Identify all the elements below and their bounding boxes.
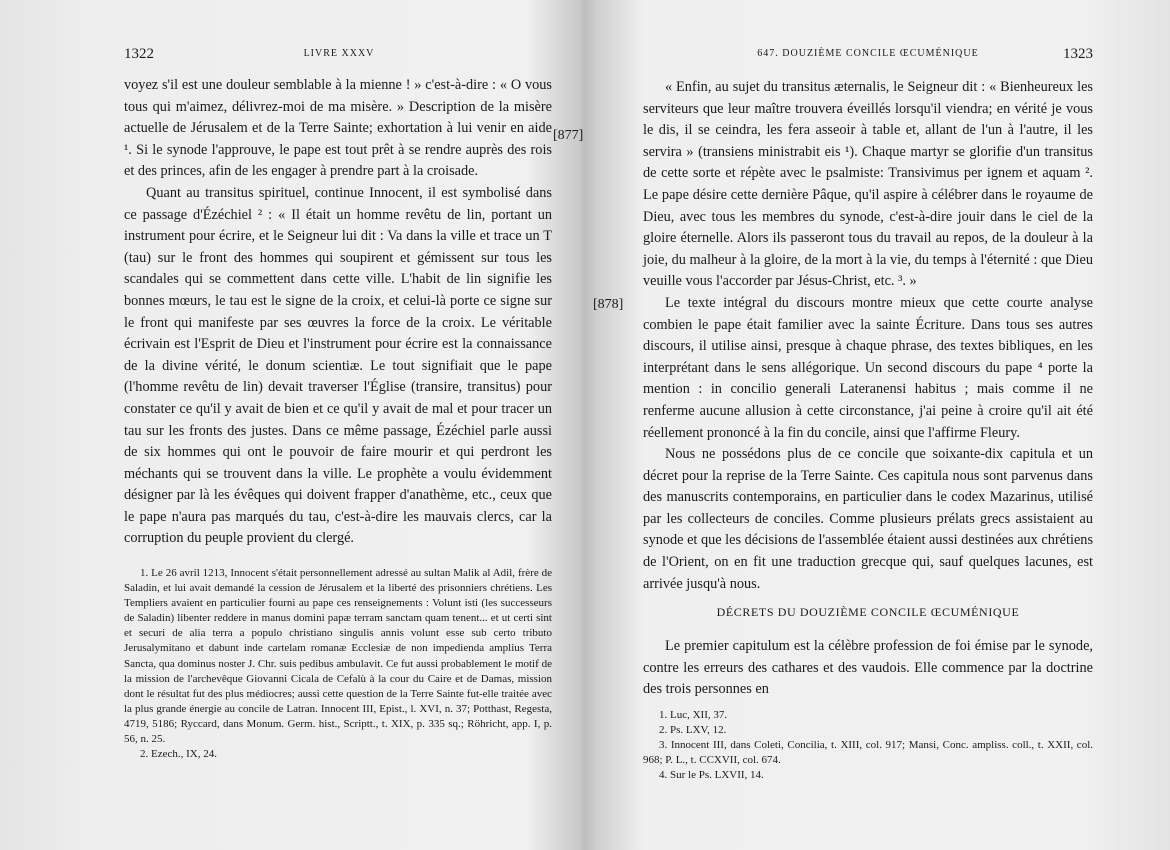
paragraph: Le premier capitulum est la célèbre profession de foi émise par le synode, contre les erreurs des cathares et des vaudois. Elle commence par la doctrine des trois personnes en bbox=[643, 638, 1093, 698]
left-footnotes bbox=[124, 566, 552, 762]
margin-note: [878] bbox=[593, 297, 624, 312]
right-body-text bbox=[643, 77, 1093, 595]
paragraph: Quant au transitus spirituel, continue Innocent, il est symbolisé dans ce passage d'Ézéchiel ² : « Il était un homme revêtu de lin, portant un instrument pour écrire, et le Seigneur lui dit : Va dans la ville et trace un T (tau) sur le front des hommes qui soupirent et gémissent sur tous les scandales qui se commettent dans cette ville. L'habit de lin signifie les bonnes mœurs, le tau est le signe de la croix, et celui-là porte ce signe sur le front qui manifeste par ses œuvres la force de la croix. Le véritable écrivain est l'Esprit de Dieu et l'instrument pour écrire est la connaissance de la divine vérité, le donum scientiæ. Le tout signifiait que le pape (l'homme revêtu de lin) devait traverser l'Église (transire, transitus) pour constater ce qu'il y avait de bien et ce qu'il y avait de mal et pour tracer un tau sur les fronts des justes. Dans ce même passage, Ézéchiel parle aussi de six hommes qui ont le pouvoir de faire mourir et qui perdront les méchants qui se trouvent dans la ville. Le prophète a voulu évidemment désigner par là les évêques qui doivent frapper d'anathème, etc., ceux que le pape n'aura pas marqués du tau, c'est-à-dire les mauvais clercs, car la corruption du peuple provient du clergé. bbox=[124, 184, 552, 547]
footnote: 2. Ezech., IX, 24. bbox=[140, 748, 217, 761]
footnote: 1. Le 26 avril 1213, Innocent s'était personnellement adressé au sultan Malik al Adil, frère de Saladin, et lui avait demandé la cession de Jérusalem et la liberté des prisonniers chrétiens. Les Templiers avaient en particulier fourni au pape ces renseignements : Volunt isti (les successeurs de Saladin) libenter reddere in manus domini papæ terram sanctam quam tenent... et ut certi sint et securi de alia terra a populo christiano singulis annis volunt esse sub certo tributo Jerusalymitano et dabunt inde cartelam romanæ Ecclesiæ de non impedienda amplius Terra Sancta, qua dominus noster J. Chr. suis pedibus ambulavit. Ce fut aussi probablement le motif de la mission de l'archevêque Giovanni Cicala de Cefalù à la cour du Caire et de Damas, mission dont le résultat fut des plus médiocres; aussi cette question de la Terre Sainte fut-elle traitée avec la plus grande énergie au concile de Latran. Innocent III, Epist., l. XVI, n. 37; Potthast, Regesta, 4719, 5186; Ryccard, dans Monum. Germ. hist., Scriptt., t. XIX, p. 335 sq.; Röhricht, app. I, p. 56, n. 25. bbox=[124, 567, 552, 746]
footnote: 1. Luc, XII, 37. bbox=[659, 709, 728, 721]
footnote: 4. Sur le Ps. LXVII, 14. bbox=[659, 769, 764, 782]
running-head: 647. DOUZIÈME CONCILE ŒCUMÉNIQUE bbox=[757, 48, 979, 59]
footnote: 2. Ps. LXV, 12. bbox=[659, 724, 727, 737]
paragraph: « Enfin, au sujet du transitus æternalis, le Seigneur dit : « Bienheureux les serviteurs que leur maître trouvera éveillés lorsqu'il viendra; en vérité je vous le dis, il se ceindra, les fera asseoir à table et, allant de l'un à l'autre, il les servira » (transiens ministrabit eis ¹). Chaque martyr se glorifie d'un transitus de cette sorte et répète avec le psalmiste: Transivimus per ignem et aquam ². Le pape désire cette dernière Pâque, qu'il aspire à célébrer dans le royaume de Dieu, avec tous les membres du synode, c'est-à-dire jouir dans le ciel de la gloire éternelle. Alors ils passeront tous du travail au repos, de la douleur à la joie, du malheur à la gloire, de la mort à la vie, du temps à l'éternité : que Dieu veuille vous l'accorder par Jésus-Christ, etc. ³. » bbox=[643, 79, 1093, 290]
margin-note: [877] bbox=[553, 128, 584, 143]
section-body bbox=[643, 636, 1093, 701]
running-head: LIVRE XXXV bbox=[303, 48, 375, 59]
left-body-text bbox=[124, 75, 552, 550]
page-number: 1322 bbox=[124, 46, 154, 62]
page-number: 1323 bbox=[1063, 46, 1093, 62]
paragraph: voyez s'il est une douleur semblable à la mienne ! » c'est-à-dire : « O vous tous qui m'aimez, délivrez-moi de ma misère. » Description de la misère actuelle de Jérusalem et de la Terre Sainte; exhortation à lui venir en aide ¹. Si le synode l'approuve, le pape est tout prêt à se rendre auprès des rois et des princes, afin de les engager à prendre part à la croisade. bbox=[124, 77, 552, 180]
section-title: DÉCRETS DU DOUZIÈME CONCILE ŒCUMÉNIQUE bbox=[716, 605, 1020, 619]
footnote: 3. Innocent III, dans Coleti, Concilia, t. XIII, col. 917; Mansi, Conc. ampliss. coll., t. XXII, col. 968; P. L., t. CCXVII, col. 674. bbox=[643, 739, 1093, 767]
right-footnotes bbox=[643, 708, 1093, 783]
paragraph: Le texte intégral du discours montre mieux que cette courte analyse combien le pape était familier avec la sainte Écriture. Dans tous ses autres discours, il utilise ainsi, presque à chaque phrase, des textes bibliques, en les interprétant dans le sens allégorique. Un second discours du pape ⁴ porte la mention : in concilio generali Lateranensi habitus ; mais comme il ne renferme aucune allusion à cette circonstance, j'ai peine à croire qu'il ait été réellement prononcé à la fin du concile, ainsi que l'affirme Fleury. bbox=[643, 294, 1093, 441]
right-page bbox=[585, 0, 1170, 850]
paragraph: Nous ne possédons plus de ce concile que soixante-dix capitula et un décret pour la reprise de la Terre Sainte. Ces capitula nous sont parvenus dans des manuscrits contemporains, en particulier dans le codex Mazarinus, utilisé par les collecteurs de conciles. Comme plusieurs prélats grecs assistaient au synode et que les décisions de l'assemblée étaient aussi destinées aux chrétiens de l'Orient, on en fit une traduction grecque qui, sauf quelques lacunes, est arrivée jusqu'à nous. bbox=[643, 446, 1094, 592]
